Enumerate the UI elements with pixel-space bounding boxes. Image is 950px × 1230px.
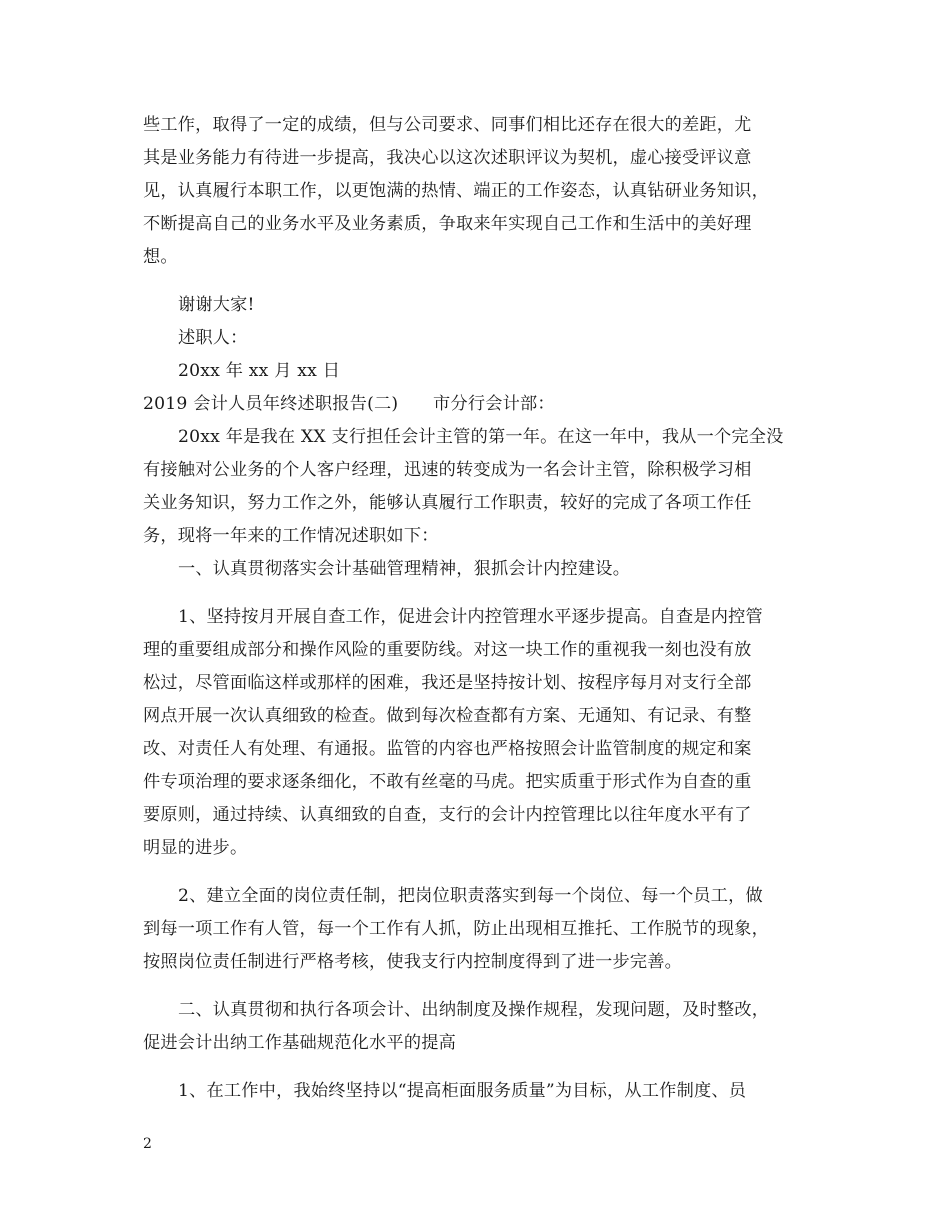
text-line: 关业务知识，努力工作之外，能够认真履行工作职责，较好的完成了各项工作任 [143, 493, 752, 513]
text-line: 2、建立全面的岗位责任制，把岗位职责落实到每一个岗位、每一个员工，做 [178, 886, 763, 906]
heading-line: 一、认真贯彻落实会计基础管理精神，狠抓会计内控建设。 [178, 559, 631, 579]
heading-line: 二、认真贯彻和执行各项会计、出纳制度及操作规程，发现问题，及时整改， [178, 1000, 770, 1020]
text-line: 其是业务能力有待进一步提高，我决心以这次述职评议为契机，虚心接受评议意 [143, 148, 752, 168]
text-line: 不断提高自己的业务水平及业务素质，争取来年实现自己工作和生活中的美好理 [143, 214, 752, 234]
text-line: 按照岗位责任制进行严格考核，使我支行内控制度得到了进一步完善。 [143, 952, 683, 972]
date-line: 20xx 年 xx 月 xx 日 [178, 361, 341, 381]
text-line: 些工作，取得了一定的成绩，但与公司要求、同事们相比还存在很大的差距，尤 [143, 115, 752, 135]
text-line: 要原则，通过持续、认真细致的自查，支行的会计内控管理比以往年度水平有了 [143, 805, 752, 825]
text-line: 松过，尽管面临这样或那样的困难，我还是坚持按计划、按程序每月对支行全部 [143, 673, 752, 693]
text-line: 到每一项工作有人管，每一个工作有人抓，防止出现相互推托、工作脱节的现象， [143, 919, 769, 939]
text-line: 有接触对公业务的个人客户经理，迅速的转变成为一名会计主管，除积极学习相 [143, 460, 752, 480]
signer-label: 述职人： [178, 328, 248, 348]
text-line: 20xx 年是我在 XX 支行担任会计主管的第一年。在这一年中，我从一个完全没 [178, 427, 784, 447]
text-line: 1、坚持按月开展自查工作，促进会计内控管理水平逐步提高。自查是内控管 [178, 607, 763, 627]
text-line: 网点开展一次认真细致的检查。做到每次检查都有方案、无通知、有记录、有整 [143, 706, 752, 726]
text-line: 件专项治理的要求逐条细化，不敢有丝毫的马虎。把实质重于形式作为自查的重 [143, 772, 752, 792]
text-line: 务，现将一年来的工作情况述职如下： [143, 526, 439, 546]
text-line: 理的重要组成部分和操作风险的重要防线。对这一块工作的重视我一刻也没有放 [143, 640, 752, 660]
text-line: 1、在工作中，我始终坚持以“提高柜面服务质量”为目标，从工作制度、员 [178, 1081, 747, 1101]
text-line: 见，认真履行本职工作，以更饱满的热情、端正的工作姿态，认真钻研业务知识， [143, 181, 769, 201]
page-number: 2 [143, 1136, 152, 1152]
text-line: 改、对责任人有处理、有通报。监管的内容也严格按照会计监管制度的规定和案 [143, 739, 752, 759]
text-line: 想。 [143, 247, 178, 267]
closing-line: 谢谢大家! [178, 295, 255, 315]
text-line: 明显的进步。 [143, 838, 248, 858]
section-title: 2019 会计人员年终述职报告(二) 市分行会计部： [143, 394, 555, 414]
text-line: 促进会计出纳工作基础规范化水平的提高 [143, 1033, 456, 1053]
